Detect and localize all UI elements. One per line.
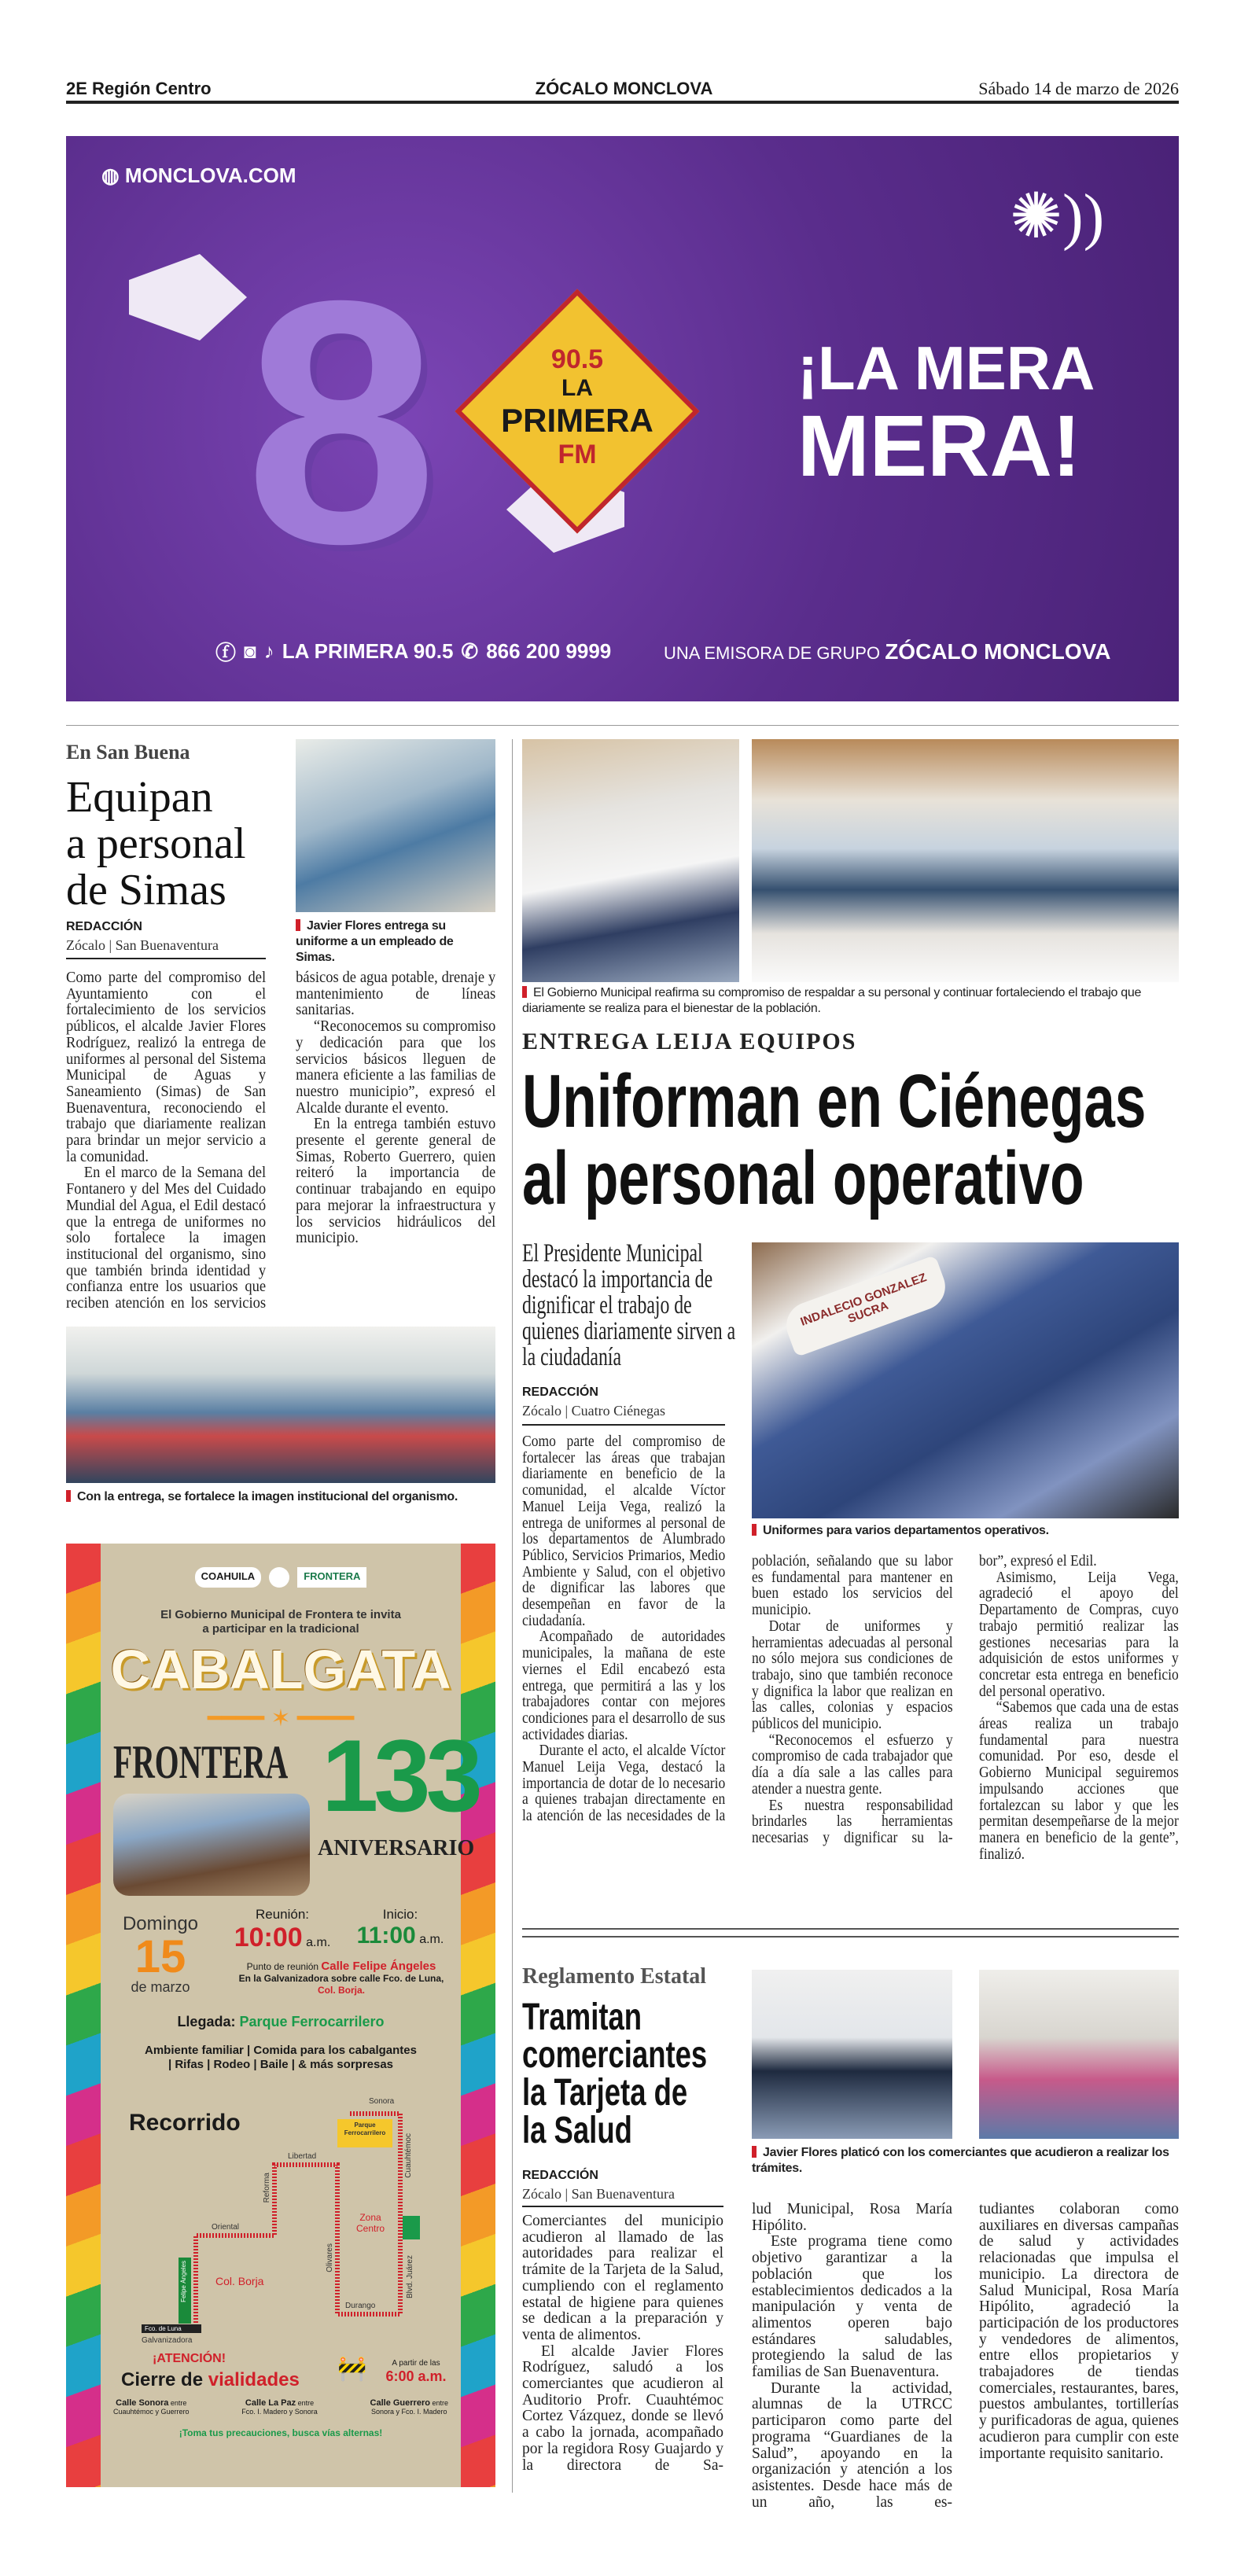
- barrier-icon: 🚧: [337, 2356, 367, 2382]
- byline-rule: [66, 958, 266, 959]
- article3-headline: Tramitan comerciantes la Tarjeta de la Salud: [522, 1999, 708, 2150]
- map-labels: Sonora Parque Ferrocarrilero Cuauhtémoc Libertad Reforma Oriental Zona Centro Olivares Col. Borja Blvd. Juárez Felipe Ángeles Fco. de Luna Galvanizadora Durango: [142, 2097, 414, 2345]
- top-photo-caption: El Gobierno Municipal reafirma su compromiso de respaldar a su personal y continuar fortaleciendo el trabajo que diariamente se realiza para el bienestar de la población.: [522, 986, 1142, 1015]
- photo-officials: [522, 739, 739, 982]
- article1-kicker: En San Buena: [66, 741, 190, 764]
- dateline: Zócalo | San Buenaventura: [522, 2186, 676, 2202]
- arrival: Llegada: Parque Ferrocarrilero: [177, 2014, 385, 2030]
- double-rule: [522, 1928, 1179, 1930]
- byline: REDACCIÓN: [522, 1386, 598, 1399]
- issue-date: Sábado 14 de marzo de 2026: [978, 79, 1179, 98]
- network-tagline: UNA EMISORA DE GRUPO ZÓCALO MONCLOVA: [664, 639, 1111, 664]
- start-time: Inicio: 11:00 a.m.: [356, 1907, 444, 1949]
- uniforms-caption: Uniformes para varios departamentos operativos.: [752, 1523, 1179, 1539]
- event-title: CABALGATA: [110, 1639, 451, 1700]
- photo-uniform-handover: [296, 739, 495, 912]
- photo-caption: Javier Flores entrega su uniforme a un empleado de Simas.: [296, 919, 454, 964]
- meeting-time: Reunión: 10:00 a.m.: [234, 1907, 331, 1952]
- photo-group-simas: [66, 1327, 495, 1483]
- social-row: [215, 637, 611, 666]
- radio-advertisement[interactable]: [66, 136, 1179, 701]
- article2-column-1: Como parte del compromiso de fortalecer las áreas que trabajan diariamente en beneficio de la comunidad, el alcalde Víctor Manuel Leija Vega, realizó la entrega de uniformes al personal de los departamentos de Alumbrado Público, Servicios Primarios, Medio Ambiente y Salud, con el objetivo de dignificar las labores que desempeñan en favor de la ciudadanía. Acompañado de autoridades municipales, la mañana de este viernes el Edil encabezó esta entrega, que permitirá a las y los trabajadores contar con mejores condiciones para el desarrollo de sus actividades diarias. Durante el acto, el alcalde Víctor Manuel Leija Vega, destacó la importancia de dotar de lo necesario a quienes trabajan directamente en la atención de las necesidades de la: [522, 1433, 726, 1825]
- phone-number: 866 200 9999: [486, 639, 612, 663]
- article2-deck: El Presidente Municipal destacó la importancia de dignificar el trabajo de quienes diariamente sirven a la ciudadanía: [522, 1241, 736, 1371]
- attention-label: ¡ATENCIÓN!: [153, 2352, 226, 2365]
- article3-column-3: tudiantes colaboran como auxiliares en diversas campañas de salud y actividades relacionadas que impulsa el municipio. La directora de Salud Municipal, Rosa María Hipólito, agradeció la participación de los productores y vendedores de alimentos, entre ellos propietarios y trabajadores de tiendas comerciales, restaurantes, bares, puestos ambulantes, tortillerías y purificadoras de agua, quienes acudieron para cumplir con este importante requisito sanitario.: [979, 2201, 1179, 2462]
- article2-headline: Uniforman en Ciénegas al personal operativo: [522, 1063, 1147, 1220]
- byline-rule: [522, 2206, 723, 2207]
- article2-column-2: población, señalando que su labor es fundamental para mantener en buen estado los servicios del municipio. Dotar de uniformes y herramientas adecuadas al personal no sólo mejora sus condiciones de trabajo, sino que también reconoce y dignifica la labor que realizan en las calles, colonias y espacios públicos del municipio. “Reconocemos el esfuerzo y compromiso de cada trabajador que día a día sale a las calles para atender a nuestra gente. Es nuestra responsabilidad brindarles las herramientas necesarias y dignificar su la-: [752, 1553, 953, 1846]
- sponsor-logos: COAHUILA FRONTERA: [184, 1567, 377, 1588]
- photo-staff-group: [752, 739, 1179, 982]
- photo-health-card-desk: [752, 1970, 952, 2139]
- cabalgata-advertisement[interactable]: [66, 1544, 495, 2487]
- precaution-warning: ¡Toma tus precauciones, busca vías alternas!: [179, 2427, 383, 2438]
- article3-column-1: Comerciantes del municipio acudieron al llamado de las autoridades para realizar el trámite de la Tarjeta de la Salud, cumpliendo con el reglamento estatal de higiene para quienes se dedican a la preparación y venta de alimentos. El alcalde Javier Flores Rodríguez, saludó a los comerciantes que acudieron al Auditorio Profr. Cuauhtémoc Cortez Vázquez, donde se llevó a cabo la jornada, acompañado por la regidora Rosy Guajardo y la directora de Sa-: [522, 2213, 723, 2474]
- article2-column-3: bor”, expresó el Edil. Asimismo, Leija Vega, agradeció el apoyo del Departamento de Compras, cuyo trabajo permitió realizar las gestiones necesarias para la adquisición de estos uniformes y concretar esta entrega en beneficio del personal operativo. “Sabemos que cada una de estas áreas realiza un trabajo fundamental para nuestra comunidad. Por eso, desde el Gobierno Municipal seguiremos impulsando acciones que fortalezcan su labor y que les permitan desempeñarse de la mejor manera en beneficio de la gente”, finalizó.: [979, 1553, 1179, 1863]
- byline: REDACCIÓN: [66, 920, 142, 933]
- instagram-icon[interactable]: ◙: [244, 639, 256, 663]
- city-name: FRONTERA: [113, 1736, 289, 1788]
- header-rule: [66, 101, 1179, 104]
- newspaper-name: ZÓCALO MONCLOVA: [535, 79, 713, 98]
- article2-kicker: ENTREGA LEIJA EQUIPOS: [522, 1029, 857, 1054]
- star-divider: ━━━━ ✶ ━━━━: [207, 1706, 355, 1731]
- facebook-icon[interactable]: ⓕ: [215, 641, 237, 664]
- dateline: Zócalo | Cuatro Ciénegas: [522, 1403, 666, 1419]
- tiktok-icon[interactable]: ♪: [263, 639, 274, 663]
- byline: REDACCIÓN: [522, 2169, 598, 2182]
- section-rule: [66, 725, 1179, 726]
- group-photo-caption: Con la entrega, se fortalece la imagen institucional del organismo.: [66, 1489, 495, 1505]
- seal-icon: [269, 1567, 289, 1588]
- dateline: Zócalo | San Buenaventura: [66, 937, 219, 953]
- event-date: Domingo 15 de marzo: [122, 1913, 199, 1995]
- photo-mayor-director: [979, 1970, 1179, 2139]
- column-divider: [512, 739, 513, 2493]
- double-rule: [522, 1936, 1179, 1938]
- closure-time: A partir de las 6:00 a.m.: [385, 2359, 447, 2384]
- route-title: Recorrido: [129, 2110, 241, 2136]
- photo-riders: [113, 1794, 310, 1896]
- anniversary-label: ANIVERSARIO: [318, 1836, 475, 1860]
- slogan: ¡LA MERA MERA!: [797, 333, 1095, 495]
- meeting-point: Punto de reunión Calle Felipe Ángeles En la Galvanizadora sobre calle Fco. de Luna, Col. Borja.: [238, 1960, 444, 1996]
- broadcast-icon: ✺)): [1010, 182, 1105, 252]
- road-closure-title: Cierre de vialidades: [121, 2369, 300, 2390]
- closure-list: Calle Sonora entre Cuauhtémoc y Guerrero Calle La Paz entre Fco. I. Madero y Sonora Calle Guerrero entre Sonora y Fco. I. Madero: [113, 2398, 448, 2416]
- section-label: 2E Región Centro: [66, 79, 212, 98]
- invitation: El Gobierno Municipal de Frontera te invita a participar en la tradicional: [160, 1608, 401, 1636]
- article1-headline: Equipan a personal de Simas: [66, 773, 246, 914]
- article3-photo-caption: Javier Flores platicó con los comerciantes que acudieron a realizar los trámites.: [752, 2146, 1169, 2175]
- big-number-8: 8: [245, 230, 438, 616]
- byline-rule: [522, 1424, 725, 1426]
- social-handle: LA PRIMERA 90.5: [282, 639, 454, 663]
- article1-body: Como parte del compromiso del Ayuntamiento con el fortalecimiento de los servicios públicos, el alcalde Javier Flores Rodríguez, realizó la entrega de uniformes al personal del Sistema Municipal de Aguas y Saneamiento (Simas) de San Buenaventura, reconociendo el trabajo que diariamente realizan para brindar un mejor servicio a la comunidad. En el marco de la Semana del Fontanero y del Mes del Cuidado Mundial del Agua, el Edil destacó que la entrega de uniformes no solo fortalece la imagen institucional del organismo, sino que también brinda identidad y confianza entre los usuarios que reciben atención en los servicios básicos de agua potable, drenaje y mantenimiento de líneas sanitarias. “Reconocemos su compromiso y dedicación para que los servicios básicos lleguen de manera eficiente a las familias de nuestro municipio”, expresó el Alcalde durante el evento. En la entrega también estuvo presente el gerente general de Simas, Roberto Guerrero, quien reiteró la importancia de continuar trabajando en equipo para mejorar la infraestructura y los servicios hidráulicos del municipio.: [66, 970, 496, 1312]
- article3-column-2: lud Municipal, Rosa María Hipólito. Este programa tiene como objetivo garantizar a la población que los establecimientos dedicados a la manipulación y venta de alimentos operen bajo estándares saludables, protegiendo la salud de las familias de San Buenaventura. Durante la actividad, alumnas de la UTRCC participaron como parte del programa “Guardianes de la Salud”, apoyando en la organización y atención a los asistentes. Desde hace más de un año, las es-: [752, 2201, 952, 2511]
- whatsapp-icon: ✆: [461, 639, 479, 663]
- anniversary-number: 133: [322, 1718, 478, 1833]
- event-features: Ambiente familiar | Comida para los cabalgantes | Rifas | Rodeo | Baile | & más sorpresas: [145, 2044, 417, 2071]
- photo-uniforms: [752, 1242, 1179, 1518]
- station-logo-text: 90.5 LA PRIMERA FM: [501, 344, 653, 469]
- article3-kicker: Reglamento Estatal: [522, 1964, 707, 1989]
- website-label: ◍ MONCLOVA.COM: [101, 164, 296, 187]
- name-sign: INDALECIO GONZALEZ SUCRA: [780, 1255, 952, 1357]
